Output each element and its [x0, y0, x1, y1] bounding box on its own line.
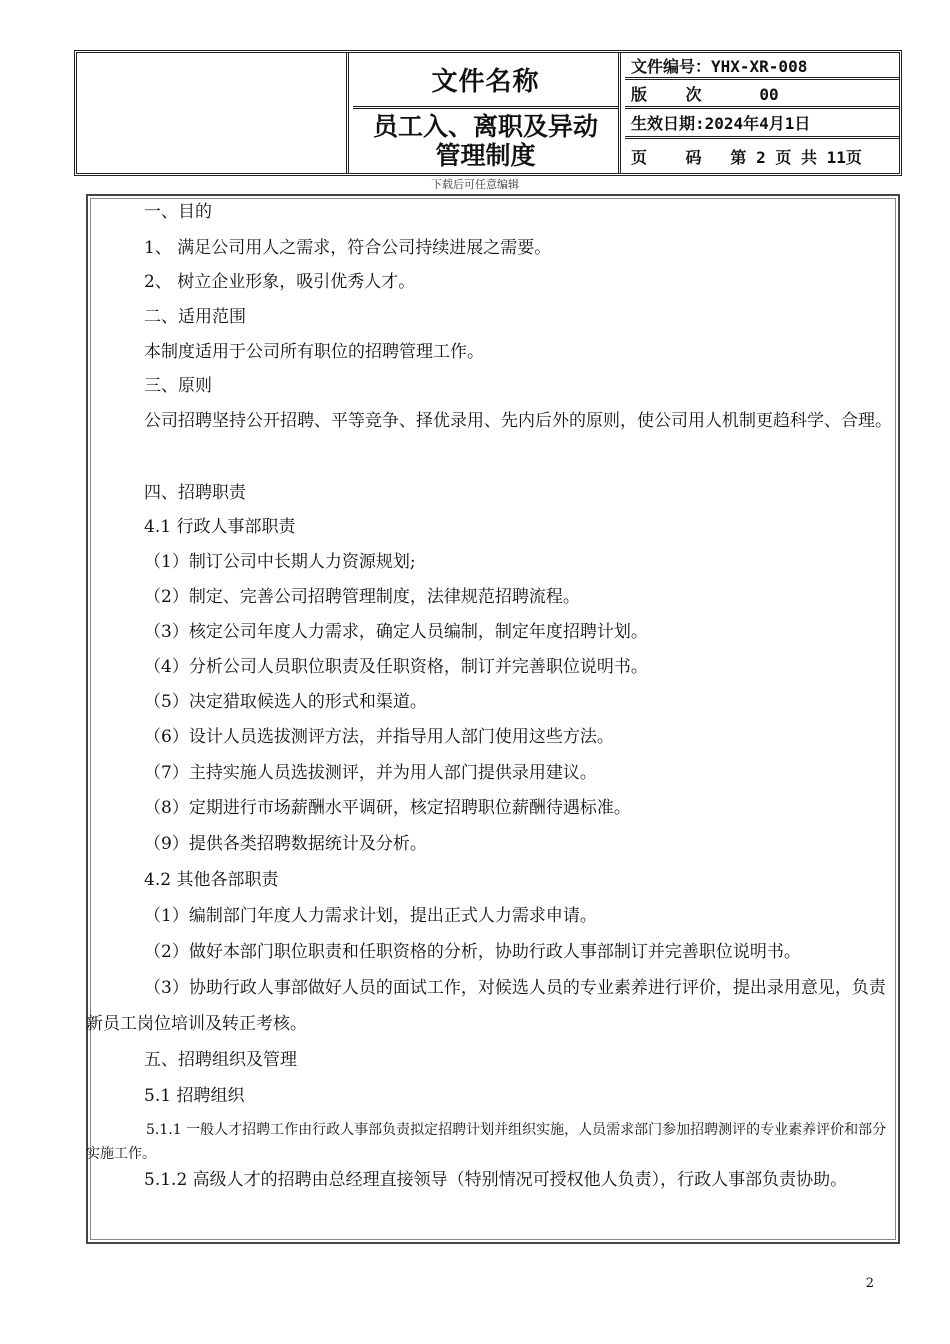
effective-date: 生效日期:2024年4月1日: [625, 109, 899, 139]
list-item: （7）主持实施人员选拔测评，并为用人部门提供录用建议。: [144, 763, 597, 783]
document-info-column: [625, 53, 899, 173]
section-heading-principles: 三、原则: [144, 376, 212, 396]
logo-cell: [77, 53, 349, 173]
list-item: （3）核定公司年度人力需求，确定人员编制，制定年度招聘计划。: [144, 622, 648, 642]
document-header: [74, 50, 902, 176]
document-name-column: [353, 53, 621, 173]
paragraph: 公司招聘坚持公开招聘、平等竞争、择优录用、先内后外的原则，使公司用人机制更趋科学、合理。: [144, 411, 892, 431]
page-info: 页 码 第 2 页 共 11页: [631, 147, 862, 167]
paragraph: 1、 满足公司用人之需求，符合公司持续进展之需要。: [144, 238, 552, 258]
document-title: 员工入、离职及异动管理制度: [372, 112, 598, 170]
list-item: （9）提供各类招聘数据统计及分析。: [144, 834, 427, 854]
page-number: 2: [865, 1276, 874, 1291]
document-number: 文件编号：YHX-XR-008: [625, 53, 899, 80]
list-item: （2）制定、完善公司招聘管理制度，法律规范招聘流程。: [144, 587, 580, 607]
list-item: （3）协助行政人事部做好人员的面试工作，对候选人员的专业素养进行评价，提出录用意见，负责新员工岗位培训及转正考核。: [86, 978, 886, 1034]
document-name-label: 文件名称: [353, 53, 618, 109]
section-heading-scope: 二、适用范围: [144, 307, 246, 327]
list-item: （4）分析公司人员职位职责及任职资格，制订并完善职位说明书。: [144, 657, 648, 677]
list-item: （8）定期进行市场薪酬水平调研，核定招聘职位薪酬待遇标准。: [144, 798, 631, 818]
document-version: 版 次 00: [625, 80, 899, 109]
list-item: （5）决定猎取候选人的形式和渠道。: [144, 692, 427, 712]
list-item: （2）做好本部门职位职责和任职资格的分析，协助行政人事部制订并完善职位说明书。: [144, 942, 801, 962]
subsection-heading: 4.1 行政人事部职责: [144, 517, 296, 537]
list-item: （1）制订公司中长期人力资源规划;: [144, 552, 416, 572]
subsection-heading: 5.1 招聘组织: [144, 1086, 245, 1106]
section-heading-responsibilities: 四、招聘职责: [144, 483, 246, 503]
paragraph: 5.1.1 一般人才招聘工作由行政人事部负责拟定招聘计划并组织实施，人员需求部门参加招聘测评的专业素养评价和部分实施工作。: [86, 1122, 887, 1162]
list-item: （1）编制部门年度人力需求计划，提出正式人力需求申请。: [144, 906, 597, 926]
section-heading-purpose: 一、目的: [144, 202, 212, 222]
download-note: 下载后可任意编辑: [431, 178, 519, 191]
list-item: （6）设计人员选拔测评方法，并指导用人部门使用这些方法。: [144, 727, 614, 747]
paragraph: 5.1.2 高级人才的招聘由总经理直接领导（特别情况可授权他人负责），行政人事部负责协助。: [144, 1170, 848, 1190]
subsection-heading: 4.2 其他各部职责: [144, 870, 279, 890]
section-heading-organization: 五、招聘组织及管理: [144, 1050, 297, 1070]
paragraph: 本制度适用于公司所有职位的招聘管理工作。: [144, 342, 484, 362]
paragraph: 2、 树立企业形象，吸引优秀人才。: [144, 272, 416, 292]
